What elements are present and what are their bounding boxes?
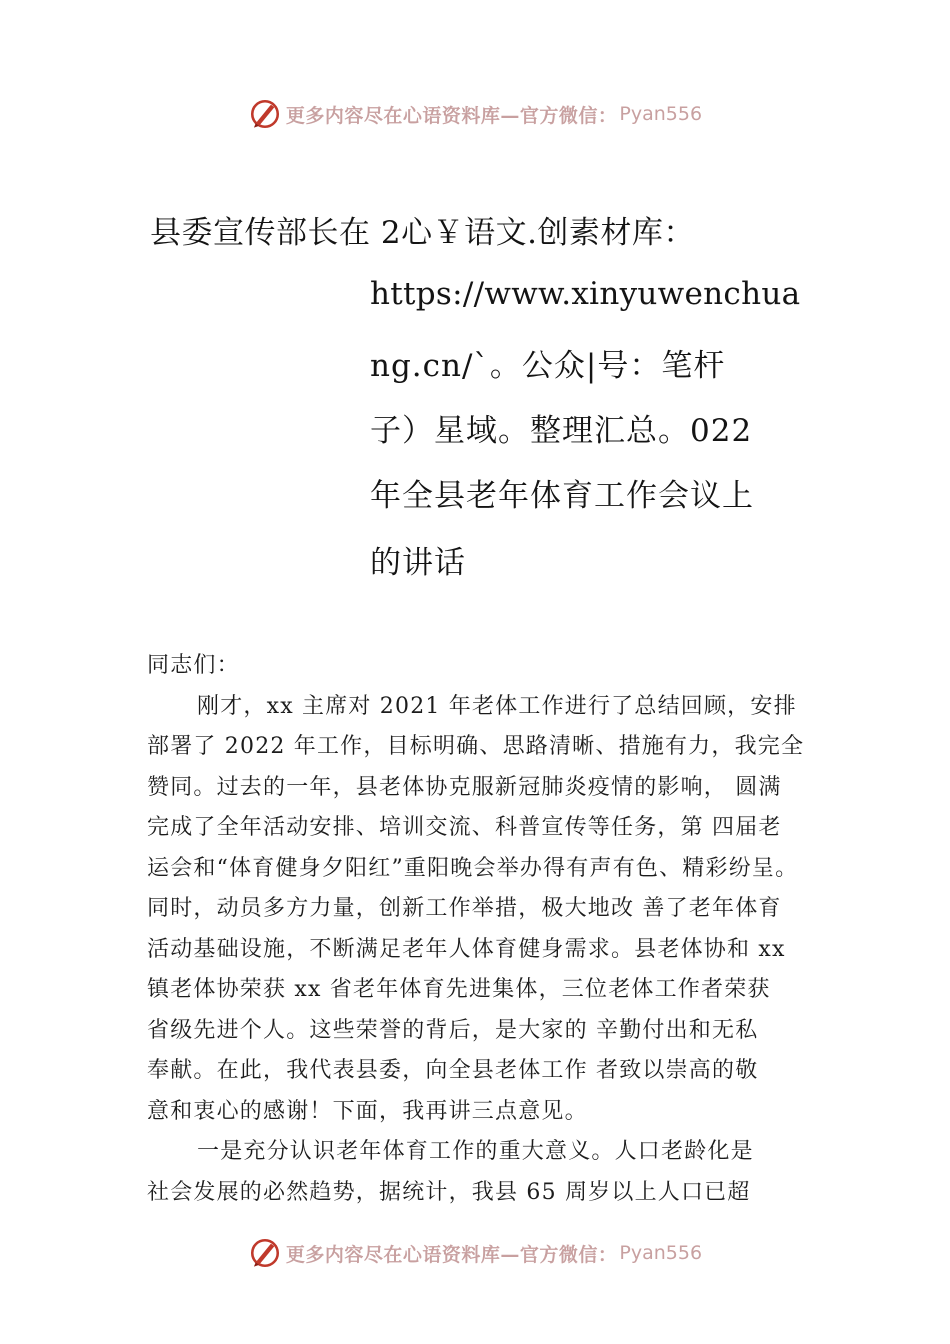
paragraph-line: 奉献。在此，我代表县委，向全县老体工作 者致以崇高的敬 (147, 1058, 759, 1083)
title-line: 子）星域。整理汇总。022 (370, 413, 753, 449)
paragraph-line: 活动基础设施，不断满足老年人体育健身需求。县老体协和 xx (147, 936, 786, 962)
title-line: 的讲话 (370, 545, 466, 581)
paragraph-line: 省级先进个人。这些荣誉的背后，是大家的 辛勤付出和无私 (147, 1017, 759, 1043)
pen-logo-icon (248, 1236, 282, 1270)
paragraph-line: 运会和“体育健身夕阳红”重阳晚会举办得有声有色、精彩纷呈。 (147, 855, 799, 881)
paragraph-line: 赞同。过去的一年，县老体协克服新冠肺炎疫情的影响， 圆满 (147, 774, 782, 800)
banner-text: 更多内容尽在心语资料库—官方微信： (285, 1243, 618, 1266)
paragraph-line: 社会发展的必然趋势，据统计，我县 65 周岁以上人口已超 (147, 1179, 751, 1205)
footer-banner (0, 1233, 950, 1273)
banner-wechat-id: Pyan556 (619, 103, 703, 125)
paragraph-line: 同时，动员多方力量，创新工作举措，极大地改 善了老年体育 (147, 896, 782, 921)
salutation: 同志们： (147, 653, 240, 678)
title-line: 县委宣传部长在 2心￥语文.创素材库： (150, 215, 695, 251)
paragraph-line: 一是充分认识老年体育工作的重大意义。人口老龄化是 (197, 1139, 754, 1164)
banner-wechat-id: Pyan556 (619, 1242, 703, 1264)
banner-text: 更多内容尽在心语资料库—官方微信： (285, 104, 618, 127)
title-line: https://www.xinyuwenchua (370, 276, 801, 312)
paragraph-line: 刚才，xx 主席对 2021 年老体工作进行了总结回顾，安排 (197, 693, 797, 719)
document-title (0, 0, 950, 600)
title-line: ng.cn/`。公众|号：笔杆 (370, 348, 726, 384)
paragraph-line: 完成了全年活动安排、培训交流、科普宣传等任务，第 四届老 (147, 815, 782, 840)
speech-body (147, 646, 847, 1213)
paragraph-line: 意和衷心的感谢！下面，我再讲三点意见。 (147, 1098, 588, 1124)
paragraph-line: 部署了 2022 年工作，目标明确、思路清晰、措施有力，我完全 (147, 734, 805, 759)
title-line: 年全县老年体育工作会议上 (370, 478, 754, 514)
paragraph-line: 镇老体协荣获 xx 省老年体育先进集体，三位老体工作者荣获 (147, 977, 771, 1002)
